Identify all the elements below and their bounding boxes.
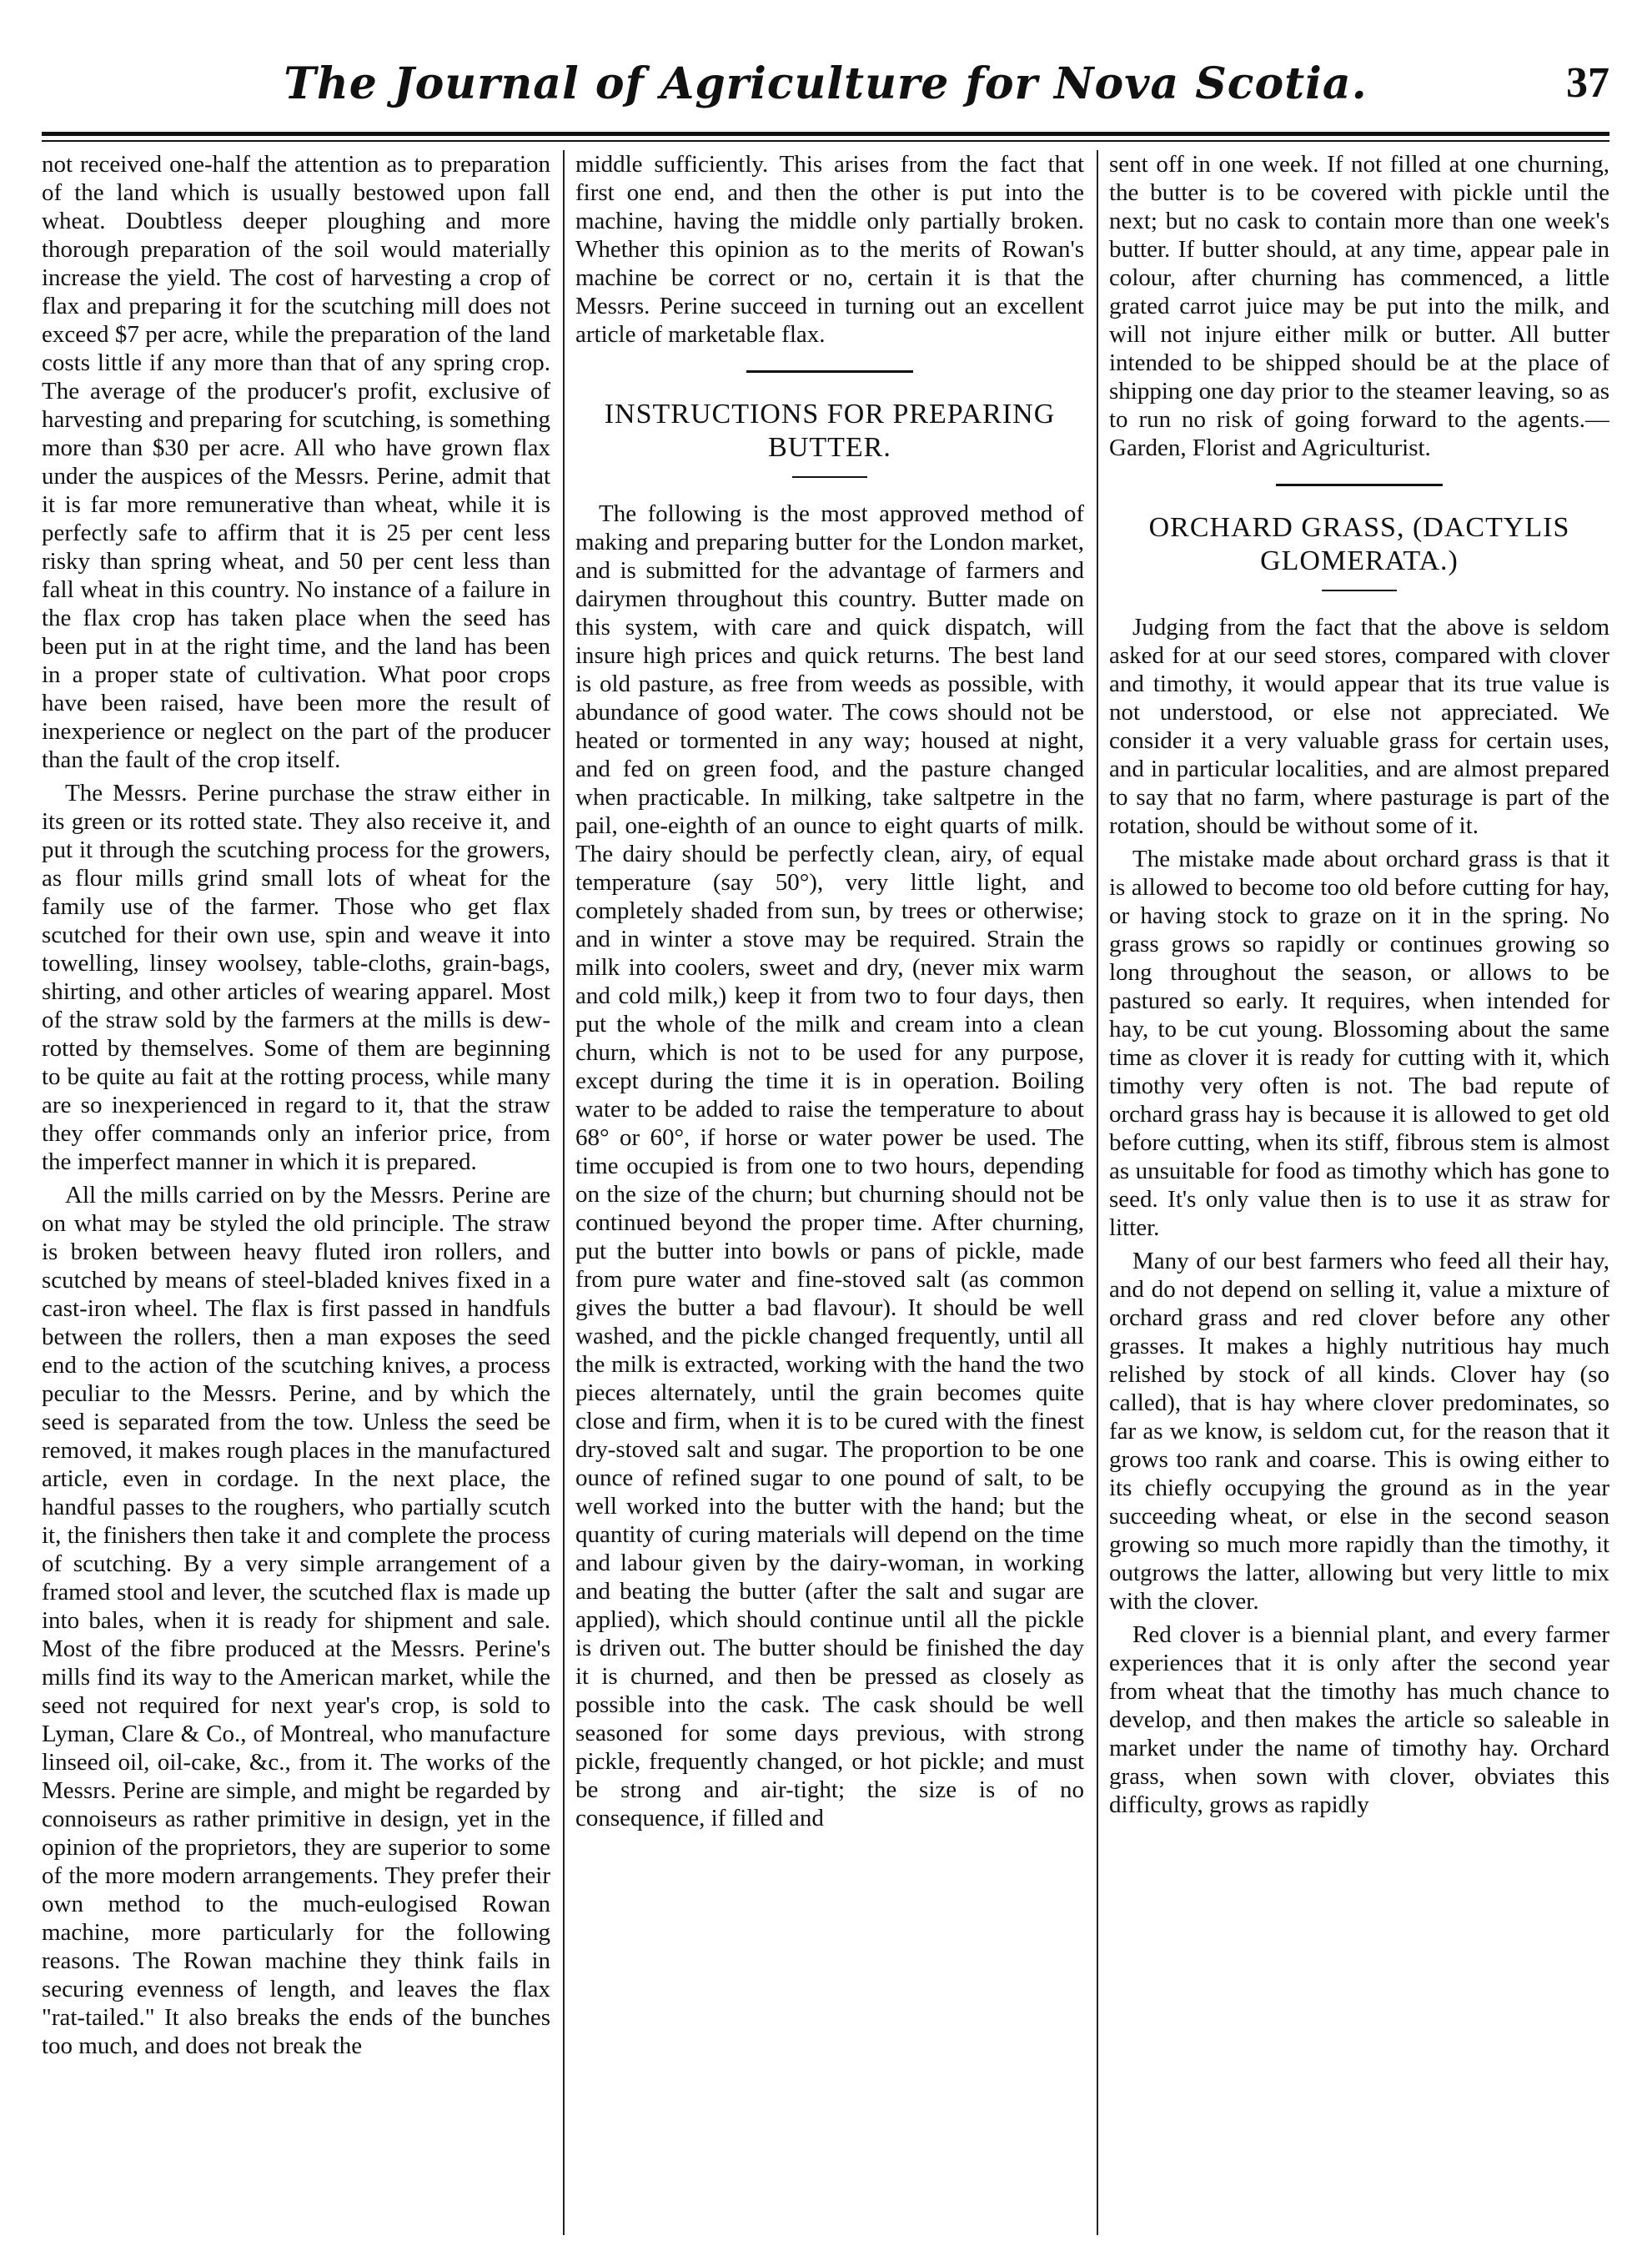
running-title: The Journal of Agriculture for Nova Scotia. (284, 58, 1368, 109)
article-paragraph: The following is the most approved method of making and preparing butter for the London market, and is submitted for the advantage of farmers and dairymen throughout this country. Butter made on this system, with care and quick dispatch, will insure high prices and quick returns. The best land is old pasture, as free from weeds as possible, with abundance of good water. The cows should not be heated or tormented in any way; housed at night, and fed on green food, and the pasture changed when practicable. In milking, take saltpetre in the pail, one-eighth of an ounce to eight quarts of milk. The dairy should be perfectly clean, airy, of equal temperature (say 50°), very little light, and completely shaded from sun, by trees or otherwise; and in winter a stove may be required. Strain the milk into coolers, sweet and dry, (never mix warm and cold milk,) keep it from two to four days, then put the whole of the milk and cream into a clean churn, which is not to be used for any purpose, except during the time it is in operation. Boiling water to be added to raise the temperature to about 68° or 60°, if horse or water power be used. The time occupied is from one to two hours, depending on the size of the churn; but churning should not be continued beyond the proper time. After churning, put the butter into bowls or pans of pickle, made from pure water and fine-stoved salt (as common gives the butter a bad flavour). It should be well washed, and the pickle changed frequently, until all the milk is extracted, working with the hand the two pieces alternately, until the grain becomes quite close and firm, when it is to be cured with the finest dry-stoved salt and sugar. The proportion to be one ounce of refined sugar to one pound of salt, to be well worked into the butter with the hand; but the quantity of curing materials will depend on the time and labour given by the dairy-woman, in working and beating the butter (after the salt and sugar are applied), which should continue until all the pickle is driven out. The butter should be finished the day it is churned, and then be pressed as closely as possible into the cask. The cask should be well seasoned for some days previous, with strong pickle, frequently changed, or hot pickle; and must be strong and air-tight; the size is of no consequence, if filled and (575, 500, 1084, 1831)
section-divider (746, 370, 913, 373)
section-divider (1276, 484, 1443, 486)
column-middle (575, 150, 1084, 2235)
article-paragraph: Judging from the fact that the above is seldom asked for at our seed stores, compared with clover and timothy, it would appear that its true value is not understood, or else not appreciated. We consider it a very valuable grass for certain uses, and in particular localities, and are almost prepared to say that no farm, where pasturage is part of the rotation, should be without some of it. (1109, 614, 1609, 839)
section-heading-orchard-grass: ORCHARD GRASS, (DACTYLIS GLOMERATA.) (1148, 512, 1570, 576)
article-paragraph: The Messrs. Perine purchase the straw either in its green or its rotted state. They also receive it, and put it through the scutching process for the growers, as flour mills grind small lots of wheat for the family use of the farmer. Those who get flax scutched for their own use, spin and weave it into towelling, linsey woolsey, table-cloths, grain-bags, shirting, and other articles of wearing apparel. Most of the straw sold by the farmers at the mills is dew-rotted by themselves. Some of them are beginning to be quite au fait at the rotting process, while many are so inexperienced in regard to it, that the straw they offer commands only an inferior price, from the imperfect manner in which it is prepared. (42, 780, 550, 1175)
heading-underline (792, 476, 867, 478)
column-divider-left (563, 150, 565, 2235)
heading-underline (1322, 590, 1397, 591)
page-number: 37 (1566, 59, 1609, 107)
article-paragraph: sent off in one week. If not filled at one churning, the butter is to be covered with pickle until the next; but no cask to contain more than one week's butter. If butter should, at any time, appear pale in colour, after churning has commenced, a little grated carrot juice may be put into the milk, and will not injure either milk or butter. All butter intended to be shipped should be at the place of shipping one day prior to the steamer leaving, so as to run no risk of going forward to the agents.—Garden, Florist and Agriculturist. (1109, 151, 1609, 461)
column-divider-right (1097, 150, 1098, 2235)
article-paragraph: not received one-half the attention as to preparation of the land which is usually bestowed upon fall wheat. Doubtless deeper ploughing and more thorough preparation of the soil would materially increase the yield. The cost of harvesting a crop of flax and preparing it for the scutching mill does not exceed $7 per acre, while the preparation of the land costs little if any more than that of any spring crop. The average of the producer's profit, exclusive of harvesting and preparing for scutching, is something more than $30 per acre. All who have grown flax under the auspices of the Messrs. Perine, admit that it is far more remunerative than wheat, while it is perfectly safe to affirm that it is 25 per cent less risky than spring wheat, and 50 per cent less than fall wheat in this country. No instance of a failure in the flax crop has taken place when the seed has been put in at the right time, and the land has been in a proper state of cultivation. What poor crops have been raised, have been more the result of inexperience or neglect on the part of the producer than the fault of the crop itself. (42, 151, 550, 773)
section-heading-butter: INSTRUCTIONS FOR PREPARING BUTTER. (604, 399, 1056, 463)
article-paragraph: Many of our best farmers who feed all their hay, and do not depend on selling it, value a mixture of orchard grass and red clover before any other grasses. It makes a highly nutritious hay much relished by stock of all kinds. Clover hay (so called), that is hay where clover predominates, so far as we know, is seldom cut, for the reason that it grows too rank and coarse. This is owing either to its chiefly occupying the ground as in the year succeeding wheat, or else in the second season growing so much more rapidly than the timothy, it outgrows the latter, allowing but very little to mix with the clover. (1109, 1248, 1609, 1615)
column-left (42, 150, 550, 2235)
article-paragraph: middle sufficiently. This arises from the fact that first one end, and then the other is put into the machine, having the middle only partially broken. Whether this opinion as to the merits of Rowan's machine be correct or no, certain it is that the Messrs. Perine succeed in turning out an excellent article of marketable flax. (575, 151, 1084, 348)
header-rule-thick (42, 132, 1609, 136)
article-paragraph: The mistake made about orchard grass is that it is allowed to become too old before cutting for hay, or having stock to graze on it in the spring. No grass grows so rapidly or continues growing so long throughout the season, or allows to be pastured so early. It requires, when intended for hay, to be cut young. Blossoming about the same time as clover it is ready for cutting with it, which timothy very often is not. The bad repute of orchard grass hay is because it is allowed to get old before cutting, when its stiff, fibrous stem is almost as unsuitable for food as timothy which has gone to seed. It's only value then is to use it as straw for litter. (1109, 846, 1609, 1241)
header-rule-thin (42, 140, 1609, 142)
article-paragraph: All the mills carried on by the Messrs. Perine are on what may be styled the old principle. The straw is broken between heavy fluted iron rollers, and scutched by means of steel-bladed knives fixed in a cast-iron wheel. The flax is first passed in handfuls between the rollers, then a man exposes the seed end to the action of the scutching knives, a process peculiar to the Messrs. Perine, and by which the seed is separated from the tow. Unless the seed be removed, it makes rough places in the manufactured article, even in cordage. In the next place, the handful passes to the roughers, who partially scutch it, the finishers then take it and complete the process of scutching. By a very simple arrangement of a framed stool and lever, the scutched flax is made up into bales, when it is ready for shipment and sale. Most of the fibre produced at the Messrs. Perine's mills find its way to the American market, while the seed not required for next year's crop, is sold to Lyman, Clare & Co., of Montreal, who manufacture linseed oil, oil-cake, &c., from it. The works of the Messrs. Perine are simple, and might be regarded by connoiseurs as rather primitive in design, yet in the opinion of the proprietors, they are superior to some of the more modern arrangements. They prefer their own method to the much-eulogised Rowan machine, more particularly for the following reasons. The Rowan machine they think fails in securing evenness of length, and leaves the flax "rat-tailed." It also breaks the ends of the bunches too much, and does not break the (42, 1182, 550, 2059)
article-paragraph: Red clover is a biennial plant, and every farmer experiences that it is only after the second year from wheat that the timothy has much chance to develop, and then makes the article so saleable in market under the name of timothy hay. Orchard grass, when sown with clover, obviates this difficulty, grows as rapidly (1109, 1621, 1609, 1818)
masthead (42, 50, 1609, 142)
column-right (1109, 150, 1609, 2235)
